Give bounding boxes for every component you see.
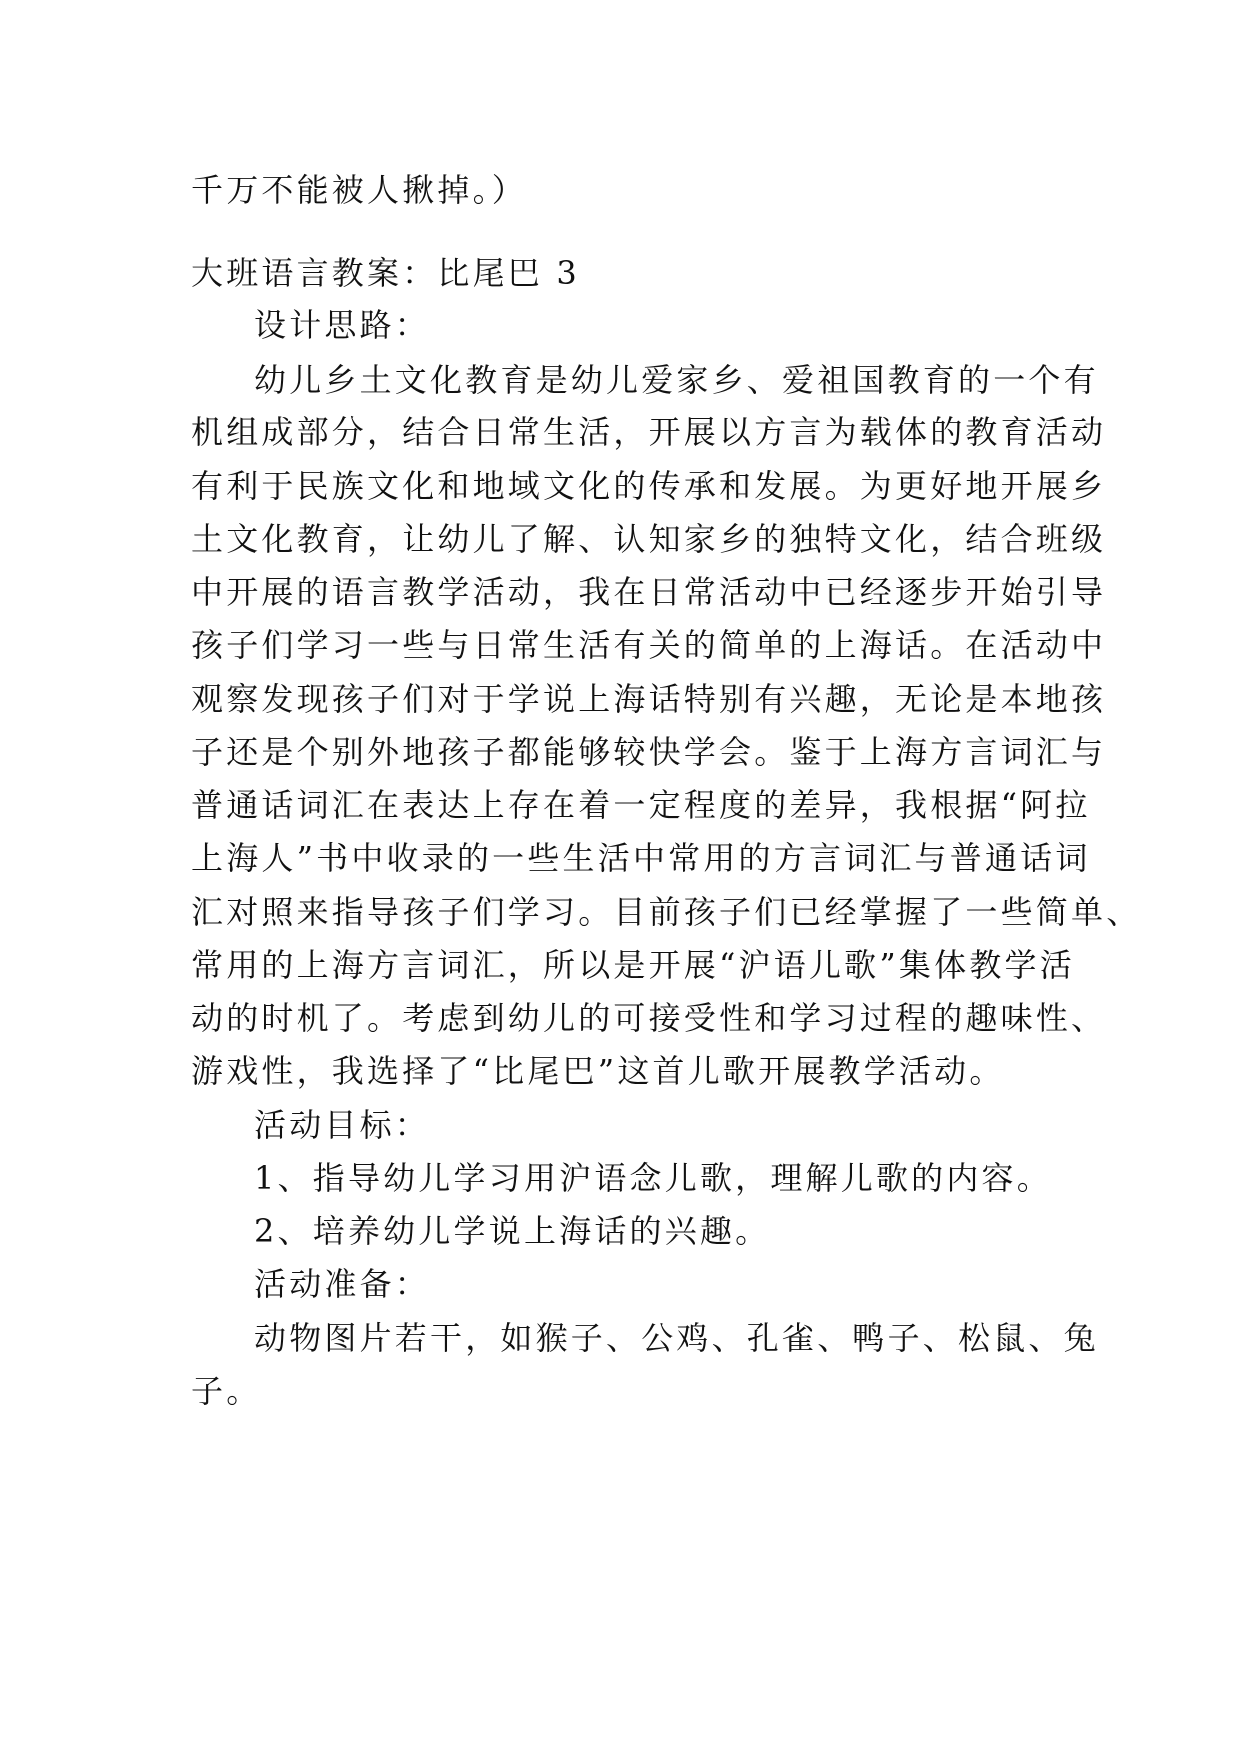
paragraph-line: 汇对照来指导孩子们学习。目前孩子们已经掌握了一些简单、 xyxy=(191,893,1142,931)
heading-design-idea: 设计思路： xyxy=(254,306,431,344)
paragraph-line: 游戏性，我选择了“比尾巴”这首儿歌开展教学活动。 xyxy=(191,1052,1005,1090)
paragraph-line: 幼儿乡土文化教育是幼儿爱家乡、爱祖国教育的一个有 xyxy=(254,361,1099,399)
paragraph-line: 土文化教育，让幼儿了解、认知家乡的独特文化，结合班级 xyxy=(191,520,1107,558)
paragraph-line: 子还是个别外地孩子都能够较快学会。鉴于上海方言词汇与 xyxy=(191,733,1107,771)
paragraph-line: 上海人”书中收录的一些生活中常用的方言词汇与普通话词 xyxy=(191,839,1091,877)
heading-activity-preparation: 活动准备： xyxy=(254,1265,431,1303)
paragraph-line: 动的时机了。考虑到幼儿的可接受性和学习过程的趣味性、 xyxy=(191,999,1107,1037)
paragraph-line: 普通话词汇在表达上存在着一定程度的差异，我根据“阿拉 xyxy=(191,786,1091,824)
paragraph-line: 观察发现孩子们对于学说上海话特别有兴趣，无论是本地孩 xyxy=(191,680,1107,718)
preparation-line: 动物图片若干，如猴子、公鸡、孔雀、鸭子、松鼠、兔 xyxy=(254,1319,1099,1357)
heading-activity-goals: 活动目标： xyxy=(254,1106,431,1144)
paragraph-line: 孩子们学习一些与日常生活有关的简单的上海话。在活动中 xyxy=(191,626,1107,664)
text-line-continuation: 千万不能被人揪掉。） xyxy=(191,171,528,209)
goal-item-1: 1、指导幼儿学习用沪语念儿歌，理解儿歌的内容。 xyxy=(254,1159,1052,1197)
paragraph-line: 机组成部分，结合日常生活，开展以方言为载体的教育活动 xyxy=(191,413,1107,451)
paragraph-line: 中开展的语言教学活动，我在日常活动中已经逐步开始引导 xyxy=(191,573,1107,611)
goal-item-2: 2、培养幼儿学说上海话的兴趣。 xyxy=(254,1212,771,1250)
paragraph-line: 有利于民族文化和地域文化的传承和发展。为更好地开展乡 xyxy=(191,467,1107,505)
paragraph-line: 常用的上海方言词汇，所以是开展“沪语儿歌”集体教学活 xyxy=(191,946,1075,984)
preparation-line: 子。 xyxy=(191,1372,262,1410)
section-title: 大班语言教案：比尾巴 3 xyxy=(191,254,580,292)
